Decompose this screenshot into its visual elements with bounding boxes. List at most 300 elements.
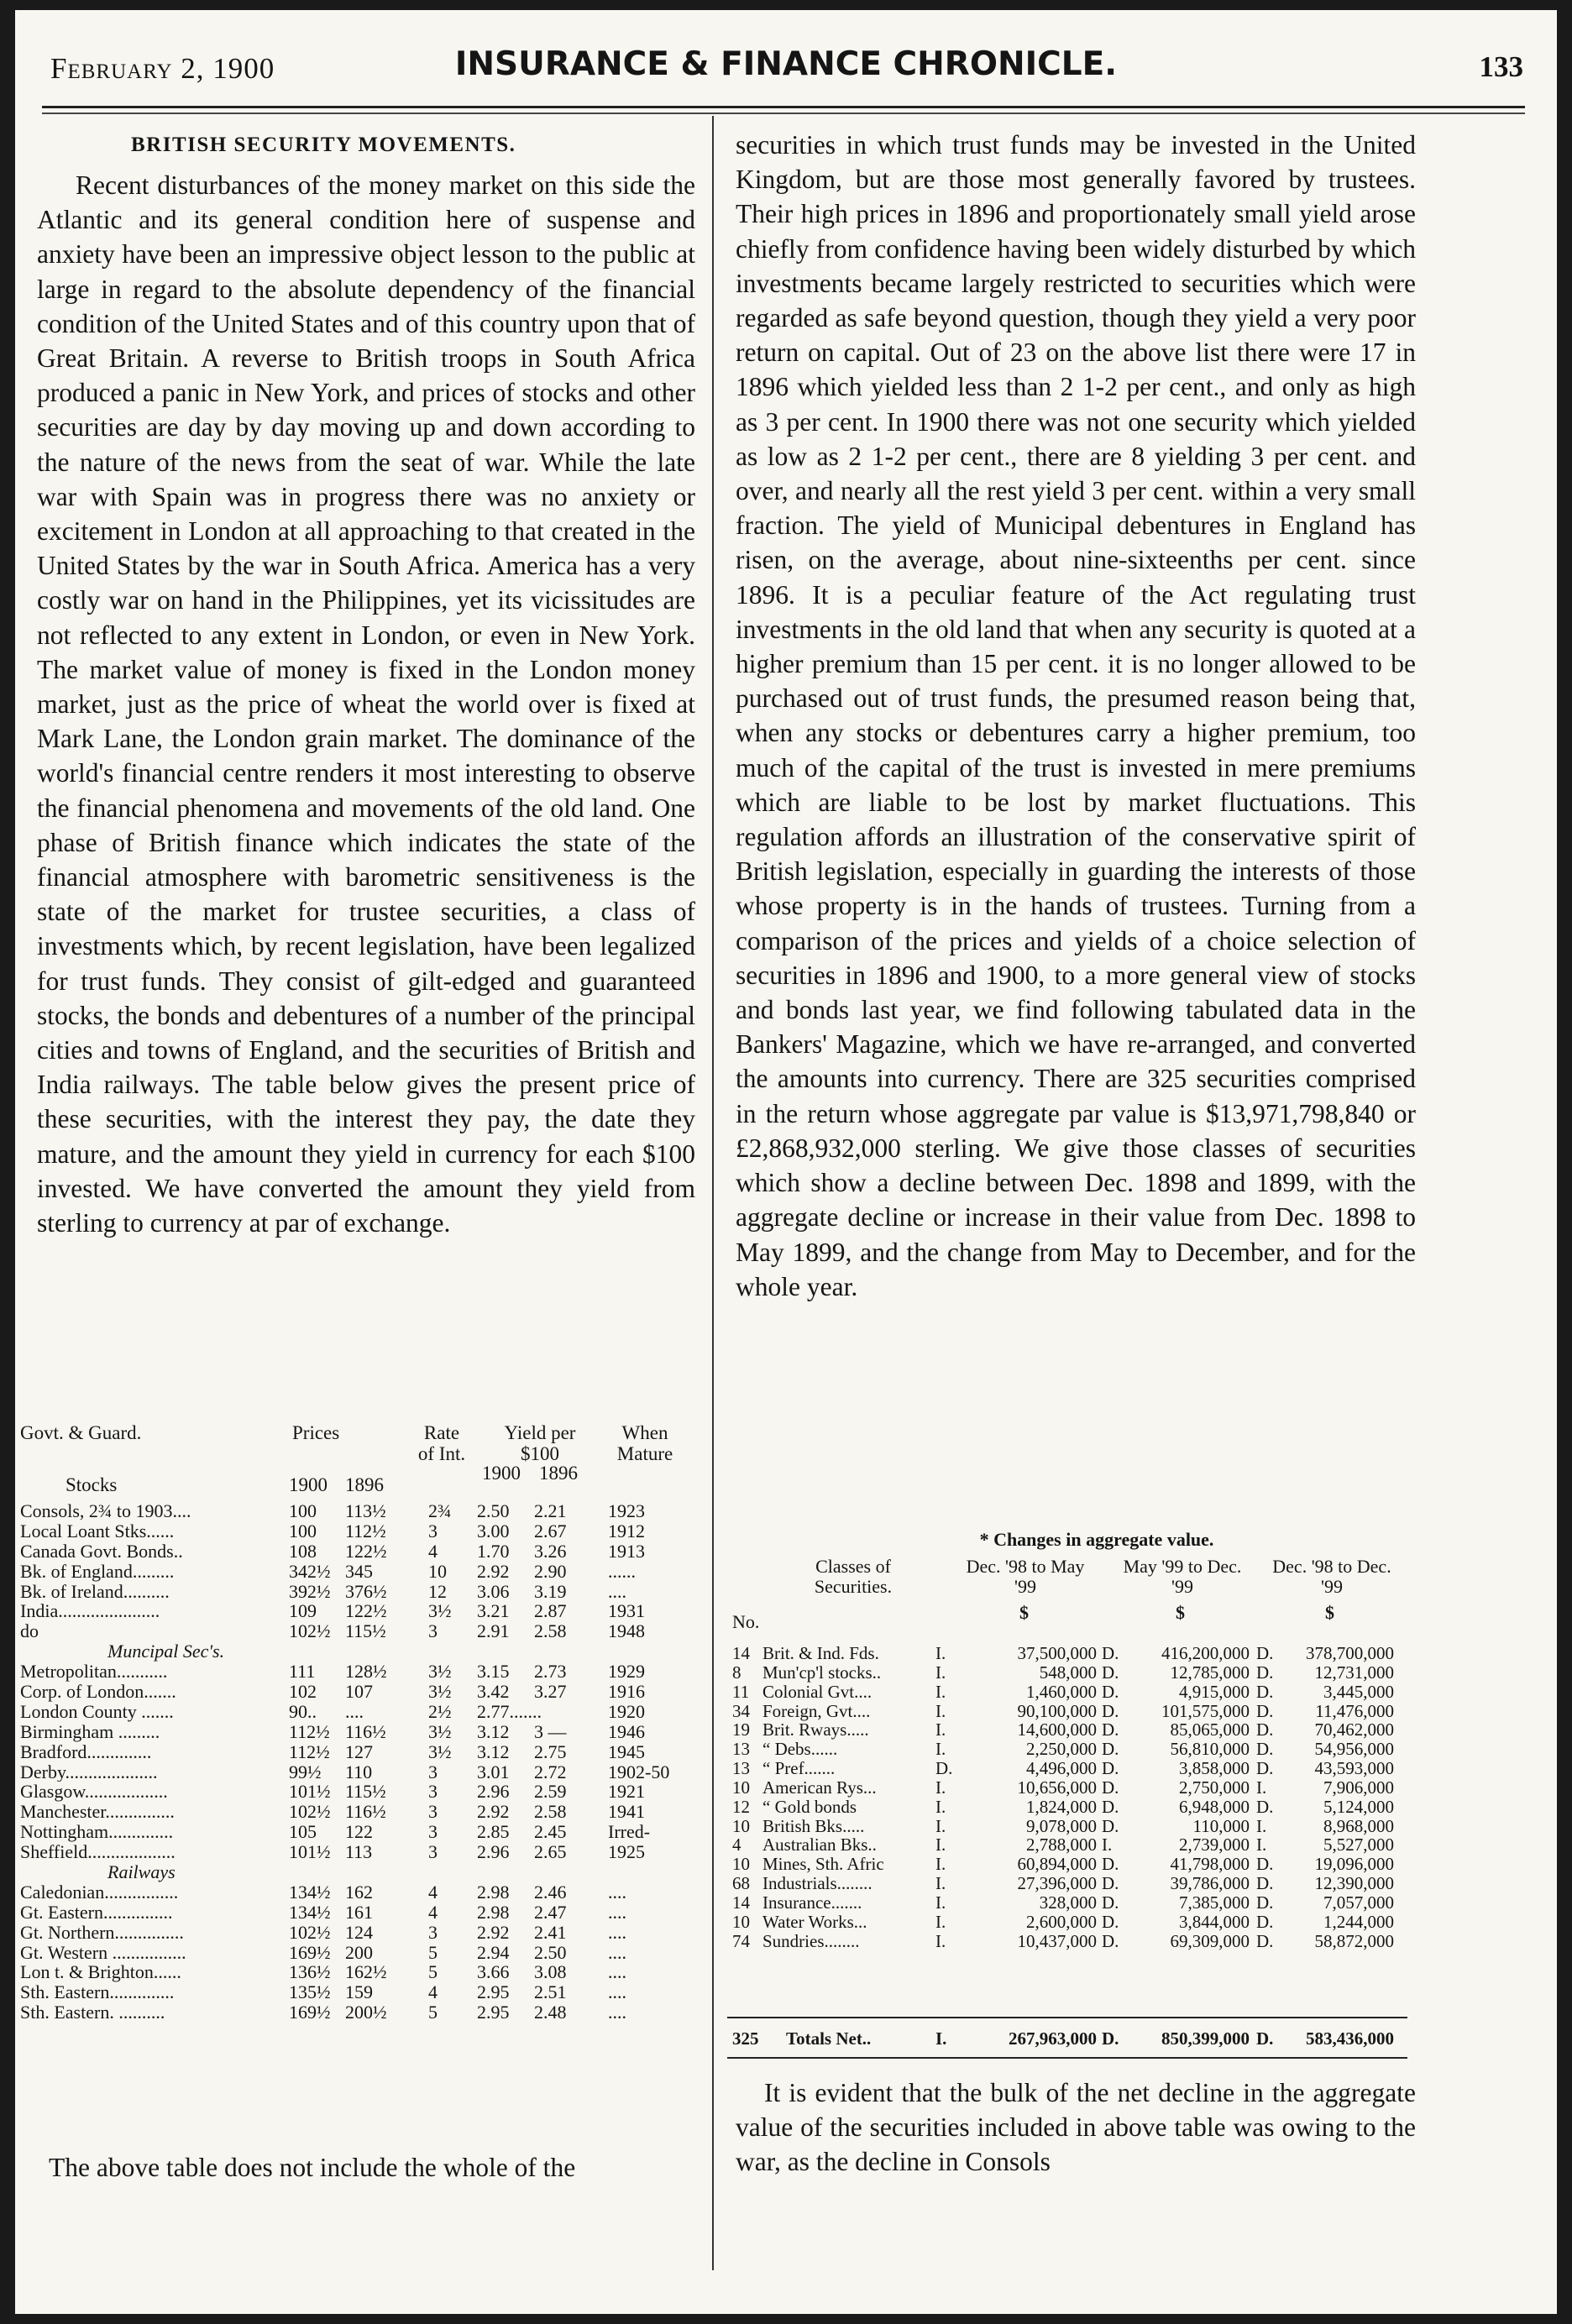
cell-p1900: 102½ [289, 1620, 331, 1642]
article-heading: BRITISH SECURITY MOVEMENTS. [131, 133, 516, 156]
cell-y1896: 2.58 [534, 1620, 567, 1642]
cell-p1896: 112½ [345, 1520, 386, 1541]
cell-p1900: 135½ [289, 1981, 331, 2003]
cell-f2: D. [1102, 1911, 1119, 1932]
cell-f2: I. [1102, 1835, 1113, 1856]
cell-when: 1945 [608, 1740, 645, 1762]
table-row [727, 1740, 1416, 1759]
cell-f2: D. [1102, 1796, 1119, 1817]
cell-name: Gt. Northern............... [20, 1922, 184, 1943]
cell-name: Consols, 2¾ to 1903.... [20, 1501, 191, 1521]
cell-y1896: 3.08 [534, 1961, 567, 1983]
cell-f3: D. [1256, 1911, 1274, 1932]
totals-row [727, 2022, 1416, 2055]
cell-p1896: 200 [345, 1941, 373, 1963]
cell-when: .... [608, 1961, 626, 1983]
publication-title: INSURANCE & FINANCE CHRONICLE. [454, 45, 1118, 83]
cell-y1896: 3 — [534, 1720, 567, 1742]
cell-when: 1913 [608, 1540, 645, 1562]
table-row [15, 1882, 712, 1903]
cell-n: 10 [732, 1911, 750, 1932]
cell-name: do [20, 1621, 39, 1642]
cell-f2: D. [1102, 1854, 1119, 1875]
cell-cls: American Rys... [762, 1777, 877, 1798]
cell-n: 34 [732, 1700, 750, 1721]
cell-when: .... [608, 1881, 626, 1903]
cell-f2: D. [1102, 1892, 1119, 1913]
table-row [15, 1962, 712, 1982]
cell-v1: 14,600,000 [1017, 1719, 1097, 1740]
cell-name: Lon t. & Brighton...... [20, 1962, 181, 1983]
table-row [727, 1855, 1416, 1874]
cell-name: Sth. Eastern. .......... [20, 2002, 165, 2023]
cell-when: 1946 [608, 1720, 645, 1742]
cell-when: .... [608, 1981, 626, 2003]
cell-y1896: 2.41 [534, 1921, 567, 1943]
cell-when: 1921 [608, 1781, 645, 1803]
cell-v1: 2,600,000 [1026, 1911, 1097, 1932]
cell-v3: 3,445,000 [1323, 1681, 1394, 1702]
table-row [727, 1778, 1416, 1798]
cell-n: 19 [732, 1719, 750, 1740]
cell-n: 74 [732, 1930, 750, 1951]
cell-v3: 12,390,000 [1314, 1873, 1394, 1894]
header-price-1900: 1900 [289, 1474, 328, 1495]
cell-f1: I. [935, 1777, 946, 1798]
cell-y1896: 3.19 [534, 1580, 567, 1602]
page-number: 133 [1479, 50, 1523, 83]
table-caption: * Changes in aggregate value. [979, 1529, 1214, 1550]
table-row [727, 1644, 1416, 1663]
cell-v3: 7,057,000 [1323, 1892, 1394, 1913]
cell-y1900: 2.50 [477, 1500, 510, 1521]
cell-p1896: 162½ [345, 1961, 387, 1983]
cell-p1896: 116½ [345, 1720, 386, 1742]
totals-row-wrap [727, 2022, 1416, 2055]
aggregate-changes-table [727, 1528, 1416, 1951]
cell-f3: D. [1256, 1643, 1274, 1663]
cell-f1: I. [935, 1719, 946, 1740]
left-column [15, 128, 695, 1240]
table-row [15, 1682, 712, 1702]
cell-v3: 5,124,000 [1323, 1796, 1394, 1817]
cell-v2: 41,798,000 [1170, 1854, 1250, 1875]
cell-name: Nottingham.............. [20, 1822, 174, 1843]
cell-y1900: 2.94 [477, 1941, 510, 1963]
cell-rate: 3 [428, 1821, 438, 1843]
cell-when: 1929 [608, 1661, 645, 1683]
cell-y1900: 2.92 [477, 1801, 510, 1823]
cell-v2: 69,309,000 [1170, 1930, 1250, 1951]
cell-f2: D. [1102, 1777, 1119, 1798]
cell-p1900: 101½ [289, 1841, 331, 1863]
cell-n: 10 [732, 1777, 750, 1798]
cell-y1900: 1.70 [477, 1540, 510, 1562]
cell-p1896: 115½ [345, 1620, 386, 1642]
table-row [727, 1874, 1416, 1893]
total-cls: Totals Net.. [786, 2028, 872, 2049]
cell-y1900: 2.92 [477, 1560, 510, 1582]
cell-rate: 4 [428, 1981, 438, 2003]
cell-p1896: 113½ [345, 1500, 386, 1521]
cell-v1: 90,100,000 [1017, 1700, 1097, 1721]
cell-p1900: 100 [289, 1500, 317, 1521]
cell-y1900: 3.00 [477, 1520, 510, 1541]
cell-p1900: 136½ [289, 1961, 331, 1983]
cell-y1896: 2.47 [534, 1901, 567, 1923]
article-continuation [727, 2075, 1416, 2180]
cell-name: Local Loant Stks...... [20, 1521, 175, 1541]
header-yield: Yield per $100 [504, 1422, 576, 1464]
cell-rate: 3 [428, 1801, 438, 1823]
cell-y1900: 3.42 [477, 1681, 510, 1703]
cell-y1896: 2.75 [534, 1740, 567, 1762]
cell-v3: 7,906,000 [1323, 1777, 1394, 1798]
section-label: Railways [107, 1861, 176, 1883]
cell-f3: D. [1256, 1719, 1274, 1740]
cell-p1900: 342½ [289, 1560, 331, 1582]
cell-when: 1925 [608, 1841, 645, 1863]
cell-p1900: 90.. [289, 1700, 317, 1722]
cell-y1900: 3.12 [477, 1720, 510, 1742]
cell-v2: 2,750,000 [1179, 1777, 1250, 1798]
cell-p1896: 110 [345, 1761, 373, 1782]
cell-v2: 39,786,000 [1170, 1873, 1250, 1894]
cell-when: 1912 [608, 1520, 645, 1541]
header-govt-guard: Govt. & Guard. [20, 1422, 142, 1443]
cell-p1900: 112½ [289, 1720, 330, 1742]
cell-p1896: 127 [345, 1740, 373, 1762]
total-rule-top [727, 2017, 1407, 2018]
cell-y1900: 2.77....... [477, 1700, 542, 1722]
header-classes: Classes of Securities. [814, 1556, 893, 1597]
cell-y1900: 2.98 [477, 1901, 510, 1923]
cell-when: 1923 [608, 1500, 645, 1521]
cell-f3: D. [1256, 1873, 1274, 1894]
cell-f3: D. [1256, 1758, 1274, 1779]
cell-v3: 12,731,000 [1314, 1662, 1394, 1683]
cell-p1896: 128½ [345, 1661, 387, 1683]
cell-v3: 54,956,000 [1314, 1739, 1394, 1760]
table-row [727, 1683, 1416, 1702]
cell-when: Irred- [608, 1821, 651, 1843]
cell-v2: 416,200,000 [1161, 1643, 1250, 1663]
cell-rate: 3 [428, 1841, 438, 1863]
header-may99-dec99: May '99 to Dec. '99 [1123, 1556, 1242, 1597]
dollar-sign: $ [1325, 1602, 1334, 1623]
cell-f1: D. [935, 1758, 953, 1779]
cell-cls: Australian Bks.. [762, 1835, 877, 1856]
cell-y1900: 2.91 [477, 1620, 510, 1642]
cell-v2: 56,810,000 [1170, 1739, 1250, 1760]
cell-f2: D. [1102, 1719, 1119, 1740]
cell-p1900: 108 [289, 1540, 317, 1562]
table-body [727, 1644, 1416, 1951]
cell-v1: 2,788,000 [1026, 1835, 1097, 1856]
table-row [727, 1702, 1416, 1721]
cell-v1: 27,396,000 [1017, 1873, 1097, 1894]
cell-rate: 12 [428, 1580, 447, 1602]
table-row [727, 1817, 1416, 1836]
cell-cls: Insurance....... [762, 1892, 862, 1913]
header-when-mature: When Mature [616, 1422, 673, 1464]
header-date: February 2, 1900 [50, 52, 275, 85]
cell-f1: I. [935, 1739, 946, 1760]
cell-rate: 4 [428, 1881, 438, 1903]
cell-p1896: 376½ [345, 1580, 387, 1602]
cell-rate: 3½ [428, 1720, 452, 1742]
cell-n: 10 [732, 1854, 750, 1875]
cell-v2: 6,948,000 [1179, 1796, 1250, 1817]
cell-f3: D. [1256, 1681, 1274, 1702]
header-stocks: Stocks [66, 1474, 118, 1495]
cell-v1: 9,078,000 [1026, 1815, 1097, 1836]
total-v3: 583,436,000 [1306, 2028, 1394, 2049]
cell-f1: I. [935, 1643, 946, 1663]
cell-name: Metropolitan........... [20, 1662, 168, 1683]
cell-y1900: 2.92 [477, 1921, 510, 1943]
cell-p1900: 112½ [289, 1740, 330, 1762]
header-price-1896: 1896 [345, 1474, 384, 1495]
cell-rate: 3 [428, 1620, 438, 1642]
table-row [727, 1798, 1416, 1817]
page-header [15, 37, 1557, 96]
table-row [727, 1932, 1416, 1951]
cell-name: Bk. of Ireland.......... [20, 1581, 170, 1602]
cell-p1896: 122½ [345, 1540, 387, 1562]
cell-p1900: 102 [289, 1681, 317, 1703]
cell-v1: 60,894,000 [1017, 1854, 1097, 1875]
cell-cls: Industrials........ [762, 1873, 872, 1894]
cell-f3: D. [1256, 1892, 1274, 1913]
cell-f1: I. [935, 1854, 946, 1875]
cell-f1: I. [935, 1930, 946, 1951]
table-section-heading [15, 1862, 712, 1882]
cell-v2: 2,739,000 [1179, 1835, 1250, 1856]
cell-p1896: 200½ [345, 2002, 387, 2023]
cell-v2: 85,065,000 [1170, 1719, 1250, 1740]
cell-name: Bk. of England......... [20, 1561, 175, 1582]
total-f3: D. [1256, 2028, 1274, 2049]
cell-v3: 58,872,000 [1314, 1930, 1394, 1951]
cell-cls: “ Gold bonds [762, 1796, 857, 1817]
cell-v1: 10,437,000 [1017, 1930, 1097, 1951]
table-body [15, 1501, 712, 2023]
header-rule-thin [42, 113, 1525, 114]
cell-f1: I. [935, 1662, 946, 1683]
cell-p1896: 345 [345, 1560, 373, 1582]
cell-name: Gt. Western ................ [20, 1942, 186, 1963]
cell-p1896: 161 [345, 1901, 373, 1923]
cell-f2: D. [1102, 1739, 1119, 1760]
cell-when: ...... [608, 1560, 636, 1582]
cell-v2: 3,858,000 [1179, 1758, 1250, 1779]
cell-y1900: 3.66 [477, 1961, 510, 1983]
cell-y1900: 3.15 [477, 1661, 510, 1683]
cell-rate: 3 [428, 1761, 438, 1782]
cell-n: 10 [732, 1815, 750, 1836]
cell-rate: 2½ [428, 1700, 452, 1722]
cell-rate: 3½ [428, 1600, 452, 1622]
cell-when: 1920 [608, 1700, 645, 1722]
cell-y1896: 2.58 [534, 1801, 567, 1823]
total-f2: D. [1102, 2028, 1119, 2049]
newspaper-page [15, 10, 1557, 2314]
cell-v2: 12,785,000 [1170, 1662, 1250, 1683]
cell-f2: D. [1102, 1815, 1119, 1836]
cell-y1900: 2.95 [477, 2002, 510, 2023]
cell-rate: 5 [428, 1961, 438, 1983]
cell-cls: “ Pref....... [762, 1758, 836, 1779]
cell-p1896: 122½ [345, 1600, 387, 1622]
dollar-sign: $ [1176, 1602, 1185, 1623]
cell-name: Sheffield................... [20, 1842, 176, 1863]
cell-p1900: 105 [289, 1821, 317, 1843]
securities-price-table [15, 1421, 712, 2023]
cell-rate: 4 [428, 1901, 438, 1923]
table-row [15, 1842, 712, 1862]
table-row [15, 1501, 712, 1521]
cell-y1900: 2.96 [477, 1781, 510, 1803]
cell-cls: Colonial Gvt.... [762, 1681, 872, 1702]
cell-cls: Brit. & Ind. Fds. [762, 1643, 879, 1663]
cell-name: Caledonian................ [20, 1882, 179, 1903]
cell-when: .... [608, 1901, 626, 1923]
cell-rate: 3½ [428, 1740, 452, 1762]
cell-n: 11 [732, 1681, 750, 1702]
cell-p1896: 124 [345, 1921, 373, 1943]
cell-cls: Mines, Sth. Afric [762, 1854, 884, 1875]
cell-rate: 4 [428, 1540, 438, 1562]
cell-when: 1948 [608, 1620, 645, 1642]
cell-rate: 10 [428, 1560, 447, 1582]
cell-f2: D. [1102, 1930, 1119, 1951]
cell-when: 1916 [608, 1681, 645, 1703]
cell-name: Corp. of London....... [20, 1682, 176, 1702]
cell-f3: D. [1256, 1930, 1274, 1951]
cell-when: 1902-50 [608, 1761, 670, 1782]
cell-p1896: 107 [345, 1681, 373, 1703]
table-row [15, 1541, 712, 1562]
table-row [15, 1903, 712, 1923]
cell-v2: 4,915,000 [1179, 1681, 1250, 1702]
table-row [15, 1601, 712, 1621]
cell-f2: D. [1102, 1681, 1119, 1702]
cell-f1: I. [935, 1700, 946, 1721]
cell-v3: 1,244,000 [1323, 1911, 1394, 1932]
cell-y1896: 2.73 [534, 1661, 567, 1683]
header-dec98-may99: Dec. '98 to May '99 [966, 1556, 1085, 1597]
right-column [727, 128, 1416, 1304]
header-yield-1896: 1896 [539, 1463, 578, 1484]
cell-y1896: 2.48 [534, 2002, 567, 2023]
cell-f3: D. [1256, 1662, 1274, 1683]
cell-v1: 37,500,000 [1017, 1643, 1097, 1663]
cell-y1896: 2.50 [534, 1941, 567, 1963]
header-prices: Prices [292, 1422, 340, 1443]
cell-p1900: 134½ [289, 1881, 331, 1903]
cell-n: 68 [732, 1873, 750, 1894]
cell-cls: Mun'cp'l stocks.. [762, 1662, 882, 1683]
cell-f3: I. [1256, 1777, 1267, 1798]
cell-rate: 3½ [428, 1681, 452, 1703]
cell-v1: 10,656,000 [1017, 1777, 1097, 1798]
table-row [15, 1562, 712, 1582]
cell-f1: I. [935, 1681, 946, 1702]
table-footnote: The above table does not include the whole of the [49, 2153, 576, 2182]
header-no: No. [732, 1611, 760, 1632]
cell-when: 1931 [608, 1600, 645, 1622]
table-row [727, 1835, 1416, 1855]
cell-p1896: 115½ [345, 1781, 386, 1803]
cell-y1896: 2.46 [534, 1881, 567, 1903]
table-row [15, 1662, 712, 1682]
cell-p1896: .... [345, 1700, 364, 1722]
cell-p1896: 122 [345, 1821, 373, 1843]
cell-p1900: 134½ [289, 1901, 331, 1923]
cell-cls: Brit. Rways..... [762, 1719, 869, 1740]
cell-y1896: 2.59 [534, 1781, 567, 1803]
cell-cls: “ Debs...... [762, 1739, 838, 1760]
cell-p1900: 99½ [289, 1761, 322, 1782]
cell-p1896: 162 [345, 1881, 373, 1903]
table-row [15, 1943, 712, 1963]
cell-n: 14 [732, 1643, 750, 1663]
header-yield-1900: 1900 [482, 1463, 521, 1484]
table-row [15, 1621, 712, 1641]
table-header [15, 1421, 712, 1501]
table-row [15, 1582, 712, 1602]
table-header [727, 1552, 1416, 1644]
cell-v2: 3,844,000 [1179, 1911, 1250, 1932]
cell-y1896: 2.51 [534, 1981, 567, 2003]
cell-name: Gt. Eastern............... [20, 1902, 173, 1923]
cell-f1: I. [935, 1815, 946, 1836]
cell-f2: D. [1102, 1700, 1119, 1721]
table-row [15, 1982, 712, 2002]
cell-cls: Foreign, Gvt.... [762, 1700, 871, 1721]
table-row [727, 1663, 1416, 1683]
cell-v2: 110,000 [1192, 1815, 1250, 1836]
cell-f1: I. [935, 1835, 946, 1856]
cell-p1900: 100 [289, 1520, 317, 1541]
cell-n: 4 [732, 1835, 741, 1856]
cell-f2: D. [1102, 1758, 1119, 1779]
cell-p1900: 169½ [289, 2002, 331, 2023]
cell-y1900: 2.95 [477, 1981, 510, 2003]
cell-f1: I. [935, 1892, 946, 1913]
total-rule-bottom [727, 2057, 1407, 2059]
cell-name: India...................... [20, 1601, 160, 1622]
cell-y1896: 2.90 [534, 1560, 567, 1582]
cell-v3: 378,700,000 [1306, 1643, 1394, 1663]
table-row [15, 1702, 712, 1722]
cell-v3: 5,527,000 [1323, 1835, 1394, 1856]
cell-n: 13 [732, 1758, 750, 1779]
cell-v1: 2,250,000 [1026, 1739, 1097, 1760]
cell-rate: 3 [428, 1520, 438, 1541]
cell-when: 1941 [608, 1801, 645, 1823]
cell-rate: 2¾ [428, 1500, 452, 1521]
cell-y1896: 2.45 [534, 1821, 567, 1843]
cell-name: Bradford.............. [20, 1741, 152, 1762]
header-rule [42, 106, 1525, 108]
cell-v3: 70,462,000 [1314, 1719, 1394, 1740]
cell-f1: I. [935, 1873, 946, 1894]
cell-rate: 3½ [428, 1661, 452, 1683]
cell-v2: 7,385,000 [1179, 1892, 1250, 1913]
table-row [15, 1521, 712, 1541]
